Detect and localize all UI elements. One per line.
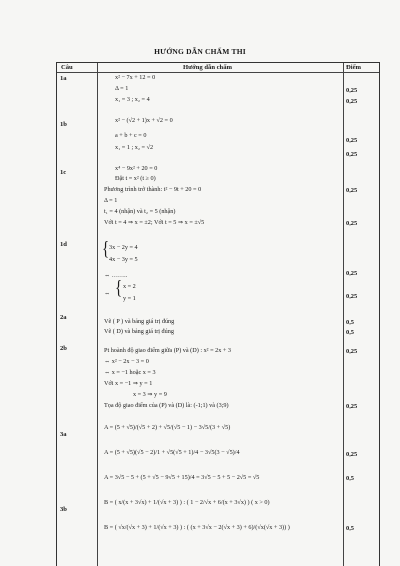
points-value: 0,25 [346, 187, 358, 194]
question-label: 1b [60, 121, 67, 128]
header-points: Điểm [346, 64, 362, 71]
answer-line: x² − (√2 + 1)x + √2 = 0 [115, 117, 173, 124]
answer-line: x₁ = 1 ; x₂ = √2 [115, 144, 154, 151]
points-value: 0,25 [346, 403, 358, 410]
answer-line: Với x = −1 ⇒ y = 1 [104, 380, 153, 387]
answer-line: A = (5 + √5)/(√5 + 2) + √5/(√5 − 1) − 3√5/(3 + √5) [104, 424, 231, 431]
grading-table [56, 62, 380, 566]
points-value: 0,5 [346, 525, 354, 532]
points-value: 0,25 [346, 98, 358, 105]
answer-line: t₁ = 4 (nhận) và t₂ = 5 (nhận) [104, 208, 176, 215]
points-value: 0,5 [346, 329, 354, 336]
question-label: 1c [60, 169, 67, 176]
question-label: 1a [60, 75, 67, 82]
answer-line: Đặt t = x² (t ≥ 0) [115, 175, 156, 182]
answer-line: Phương trình trở thành: t² − 9t + 20 = 0 [104, 186, 202, 193]
system-brace: { [102, 239, 110, 261]
answer-line: A = (5 + √5)(√5 − 2)/1 + √5(√5 + 1)/4 − 3√5(3 − √5)/4 [104, 449, 240, 456]
points-value: 0,5 [346, 475, 354, 482]
points-value: 0,25 [346, 270, 358, 277]
header-guide: Hướng dẫn chấm [183, 64, 233, 71]
answer-line: Vẽ ( P ) và bảng giá trị đúng [104, 318, 175, 325]
question-label: 3a [60, 431, 67, 438]
points-value: 0,25 [346, 348, 358, 355]
header-question: Câu [61, 64, 73, 71]
answer-line: x₁ = 3 ; x₂ = 4 [115, 96, 150, 103]
column-divider [97, 63, 98, 566]
answer-line: ⇔ …….. [104, 272, 128, 279]
answer-line: ⇔ x = −1 hoặc x = 3 [104, 369, 156, 376]
points-value: 0,25 [346, 451, 358, 458]
header-divider [57, 72, 379, 73]
points-value: 0,25 [346, 293, 358, 300]
system-equation: 4x − 3y = 5 [109, 256, 138, 263]
page-title: HƯỚNG DẪN CHẤM THI [154, 47, 246, 56]
answer-line: A = 3√5 − 5 + (5 + √5 − 9√5 + 15)/4 = 3√5 − 5 + 5 − 2√5 = √5 [104, 474, 260, 481]
equivalence-arrow: ⇔ [104, 290, 111, 297]
answer-line: ⇔ x² − 2x − 3 = 0 [104, 358, 149, 365]
answer-line: Pt hoành độ giao điểm giữa (P) và (D) : x² = 2x + 3 [104, 347, 231, 354]
system-equation: x = 2 [123, 283, 136, 290]
answer-line: B = ( √x/(√x + 3) + 1/(√x + 3) ) : ( (x + 3√x − 2(√x + 3) + 6)/(√x(√x + 3)) ) [104, 524, 290, 531]
answer-line: Δ = 1 [104, 197, 118, 204]
system-equation: y = 1 [123, 295, 136, 302]
question-label: 1d [60, 241, 67, 248]
question-label: 2b [60, 345, 67, 352]
points-value: 0,5 [346, 319, 354, 326]
points-value: 0,25 [346, 87, 358, 94]
question-label: 3b [60, 506, 67, 513]
answer-line: x⁴ − 9x² + 20 = 0 [115, 165, 158, 172]
answer-line: Với t = 4 ⇒ x = ±2; Với t = 5 ⇒ x = ±√5 [104, 219, 205, 226]
answer-line: Vẽ ( D) và bảng giá trị đúng [104, 328, 174, 335]
system-brace: { [115, 278, 123, 300]
points-value: 0,25 [346, 220, 358, 227]
answer-line: x² − 7x + 12 = 0 [115, 74, 156, 81]
question-label: 2a [60, 314, 67, 321]
column-divider [343, 63, 344, 566]
answer-line: a + b + c = 0 [115, 132, 147, 139]
points-value: 0,25 [346, 151, 358, 158]
answer-line: Δ = 1 [115, 85, 129, 92]
answer-line: x = 3 ⇒ y = 9 [133, 391, 167, 398]
answer-line: B = ( x/(x + 3√x) + 1/(√x + 3) ) : ( 1 − 2/√x + 6/(x + 3√x) ) ( x > 0) [104, 499, 270, 506]
answer-line: Tọa độ giao điểm của (P) và (D) là: (-1;1) và (3;9) [104, 402, 229, 409]
points-value: 0,25 [346, 137, 358, 144]
system-equation: 3x − 2y = 4 [109, 244, 138, 251]
